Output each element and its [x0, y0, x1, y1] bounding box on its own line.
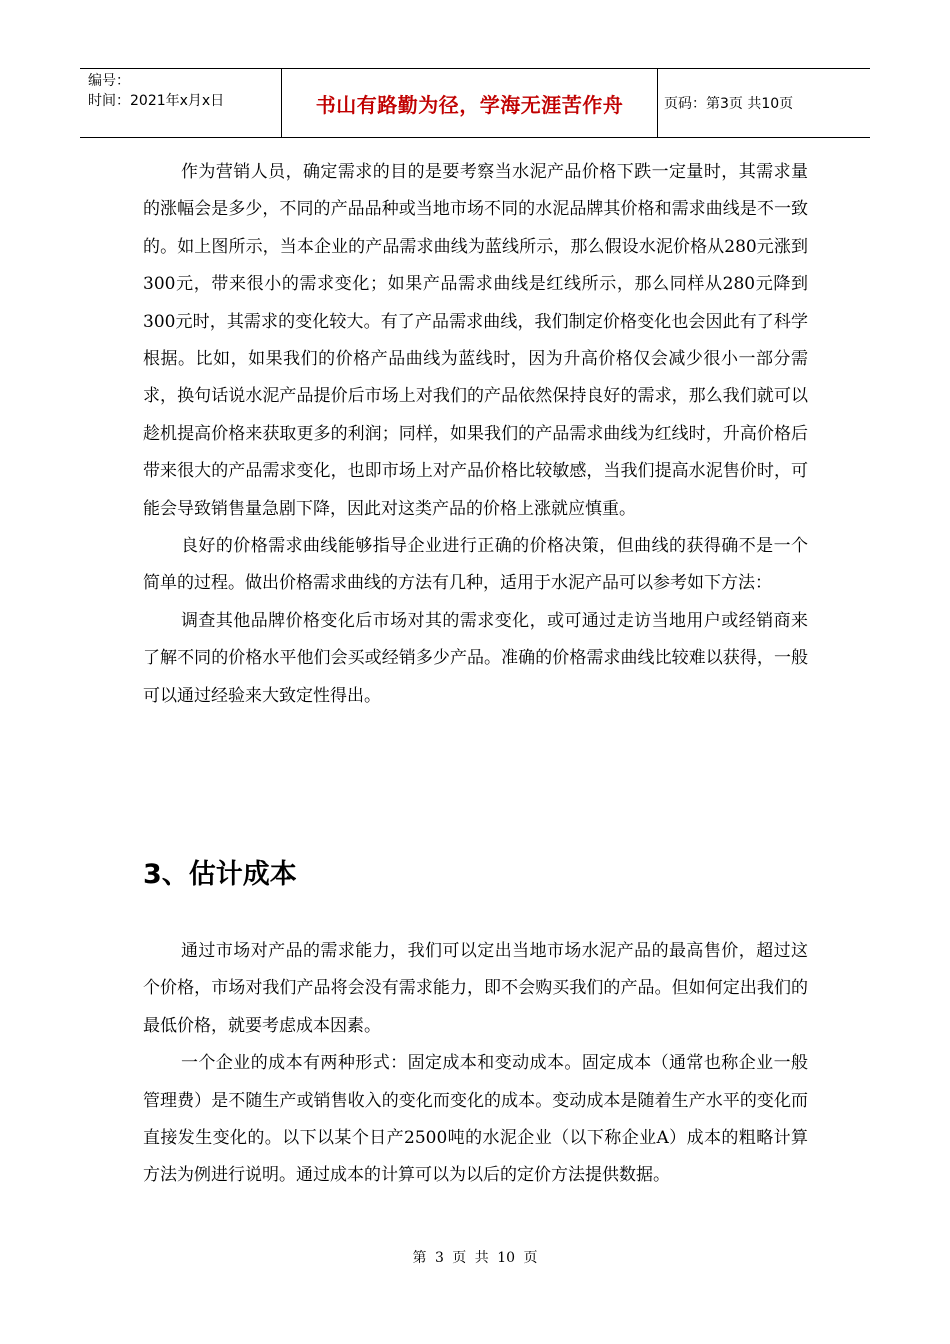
section-heading: 3、估计成本 — [143, 859, 297, 890]
header-table — [80, 68, 870, 138]
paragraph: 作为营销人员，确定需求的目的是要考察当水泥产品价格下跌一定量时，其需求量的涨幅会是多少，不同的产品品种或当地市场不同的水泥品牌其价格和需求曲线是不一致的。如上图所示，当本企业的产品需求曲线为蓝线所示，那么假设水泥价格从280元涨到300元，带来很小的需求变化；如果产品需求曲线是红线所示，那么同样从280元降到300元时，其需求的变化较大。有了产品需求曲线，我们制定价格变化也会因此有了科学根据。比如，如果我们的价格产品曲线为蓝线时，因为升高价格仅会减少很小一部分需求，换句话说水泥产品提价后市场上对我们的产品依然保持良好的需求，那么我们就可以趁机提高价格来获取更多的利润；同样，如果我们的产品需求曲线为红线时，升高价格后带来很大的产品需求变化，也即市场上对产品价格比较敏感，当我们提高水泥售价时，可能会导致销售量急剧下降，因此对这类产品的价格上涨就应慎重。 — [143, 162, 808, 519]
motto: 书山有路勤为径，学海无涯苦作舟 — [282, 69, 658, 137]
page-code: 页码：第3页 共10页 — [664, 96, 794, 112]
date-label: 时间：2021年x月x日 — [88, 93, 225, 109]
body-section-b — [143, 933, 808, 1195]
paragraph: 调查其他品牌价格变化后市场对其的需求变化，或可通过走访当地用户或经销商来了解不同的价格水平他们会买或经销多少产品。准确的价格需求曲线比较难以获得，一般可以通过经验来大致定性得出。 — [143, 610, 808, 706]
paragraph: 良好的价格需求曲线能够指导企业进行正确的价格决策，但曲线的获得确不是一个简单的过程。做出价格需求曲线的方法有几种，适用于水泥产品可以参考如下方法： — [143, 536, 808, 594]
header-meta-cell — [80, 69, 282, 137]
paragraph: 一个企业的成本有两种形式：固定成本和变动成本。固定成本（通常也称企业一般管理费）是不随生产或销售收入的变化而变化的成本。变动成本是随着生产水平的变化而直接发生变化的。以下以某个日产2500吨的水泥企业（以下称企业A）成本的粗略计算方法为例进行说明。通过成本的计算可以为以后的定价方法提供数据。 — [143, 1053, 808, 1186]
number-label: 编号： — [88, 73, 130, 89]
page-footer: 第 3 页 共 10 页 — [412, 1250, 538, 1266]
body-section-a — [143, 154, 808, 715]
paragraph: 通过市场对产品的需求能力，我们可以定出当地市场水泥产品的最高售价，超过这个价格，市场对我们产品将会没有需求能力，即不会购买我们的产品。但如何定出我们的最低价格，就要考虑成本因素。 — [143, 941, 808, 1036]
